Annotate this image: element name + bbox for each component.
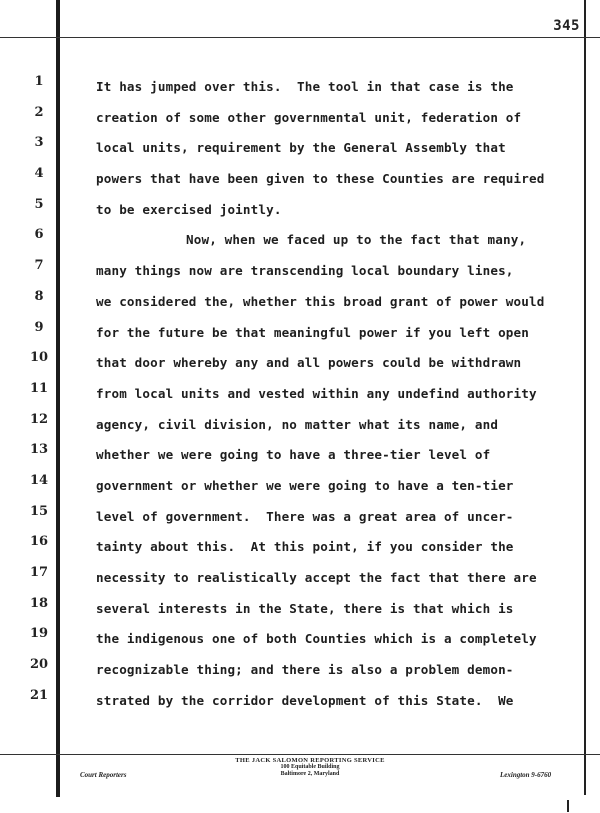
transcript-line: the indigenous one of both Counties which is a completely <box>96 631 537 647</box>
footer-firm-block <box>200 757 420 778</box>
line-number: 21 <box>29 687 49 703</box>
transcript-line-indented: Now, when we faced up to the fact that many, <box>186 232 527 248</box>
left-margin-rule <box>56 0 60 797</box>
transcript-line: strated by the corridor development of this State. We <box>96 692 514 708</box>
line-number: 10 <box>29 350 49 366</box>
line-number-column <box>0 73 50 717</box>
footer-address-line1: 100 Equitable Building <box>280 764 340 770</box>
line-number: 15 <box>29 503 49 519</box>
page-footer <box>0 756 600 796</box>
transcript-line: It has jumped over this. The tool in that case is the <box>96 79 514 94</box>
transcript-body <box>96 78 586 722</box>
transcript-line: whether we were going to have a three-tier level of <box>96 447 491 463</box>
line-number: 13 <box>29 442 49 458</box>
line-number: 6 <box>34 227 44 243</box>
scan-mark <box>567 800 569 812</box>
transcript-line: level of government. There was a great area of uncer- <box>96 508 514 524</box>
line-number: 9 <box>34 319 44 335</box>
transcript-line: recognizable thing; and there is also a problem demon- <box>96 662 514 678</box>
line-number: 11 <box>29 380 49 396</box>
line-number: 18 <box>29 595 49 611</box>
line-number: 19 <box>29 626 49 642</box>
transcript-line: tainty about this. At this point, if you consider the <box>96 539 514 555</box>
line-number: 16 <box>29 534 49 550</box>
line-number: 2 <box>34 104 44 120</box>
line-number: 4 <box>34 166 44 182</box>
transcript-line: that door whereby any and all powers could be withdrawn <box>96 355 522 371</box>
line-number: 14 <box>29 472 49 488</box>
transcript-line: creation of some other governmental unit, federation of <box>96 109 522 125</box>
transcript-line: we considered the, whether this broad grant of power would <box>96 293 545 309</box>
transcript-line: several interests in the State, there is that which is <box>96 600 514 616</box>
page-number: 345 <box>553 18 580 34</box>
header-rule <box>0 37 600 38</box>
transcript-line: government or whether we were going to have a ten-tier <box>96 477 514 493</box>
transcript-line: local units, requirement by the General Assembly that <box>96 140 506 156</box>
transcript-line: from local units and vested within any undefind authority <box>96 385 537 401</box>
line-number: 17 <box>29 565 49 580</box>
line-number: 5 <box>34 196 44 212</box>
transcript-line: agency, civil division, no matter what its name, and <box>96 416 499 432</box>
transcript-line: many things now are transcending local boundary lines, <box>96 263 514 279</box>
transcript-line: necessity to realistically accept the fact that there are <box>96 570 537 585</box>
line-number: 8 <box>34 288 44 304</box>
footer-phone: Lexington 9-6760 <box>500 771 552 779</box>
line-number: 3 <box>34 135 44 151</box>
transcript-line: to be exercised jointly. <box>96 201 282 217</box>
line-number: 7 <box>34 258 44 274</box>
footer-address-line2: Baltimore 2, Maryland <box>280 771 340 777</box>
line-number: 1 <box>34 74 44 89</box>
line-number: 20 <box>29 657 49 673</box>
footer-court-reporters: Court Reporters <box>80 771 127 779</box>
transcript-line: for the future be that meaningful power if you left open <box>96 324 529 340</box>
footer-firm-name: THE JACK SALOMON REPORTING SERVICE <box>235 757 385 764</box>
transcript-line: powers that have been given to these Counties are required <box>96 171 545 187</box>
footer-rule <box>0 754 600 755</box>
line-number: 12 <box>29 411 49 427</box>
